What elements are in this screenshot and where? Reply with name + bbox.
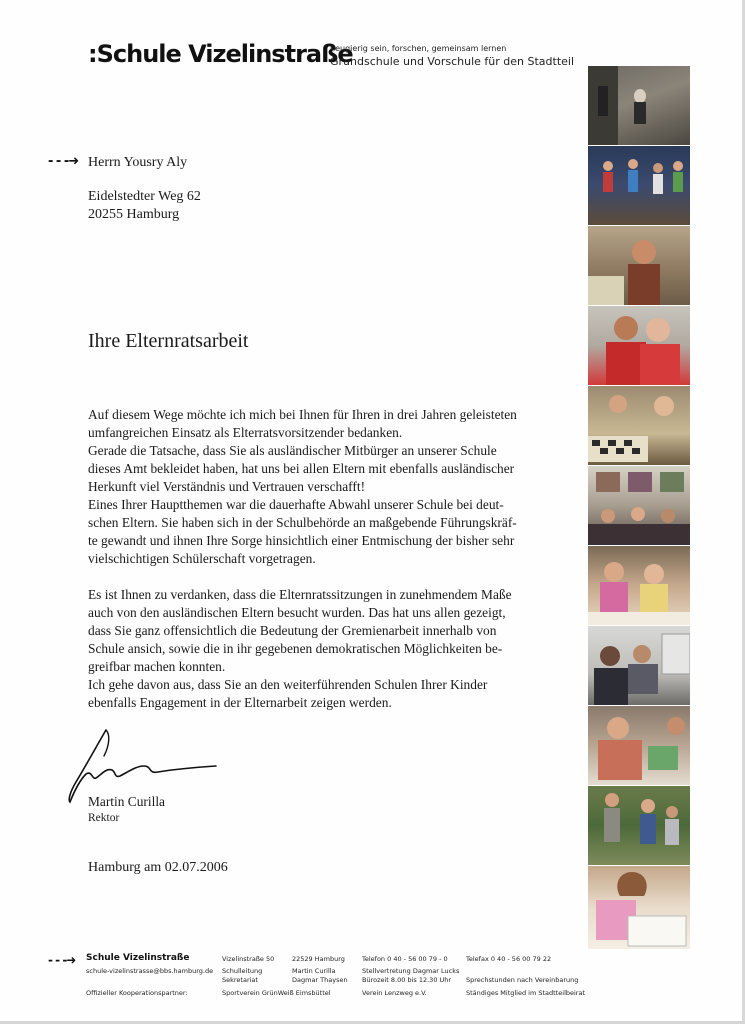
footer-zip: 22529 Hamburg bbox=[292, 955, 345, 963]
photo-writing bbox=[588, 866, 690, 950]
body-line: Gerade die Tatsache, dass Sie als ausländischer Mitbürger an unserer Schule bbox=[88, 443, 497, 458]
footer-school-name: Schule Vizelinstraße bbox=[86, 953, 190, 963]
footer-sekretariat: Sekretariat bbox=[222, 976, 258, 984]
photo-girls-art bbox=[588, 546, 690, 626]
photo-dancing-children bbox=[588, 146, 690, 226]
footer-fax: Telefax 0 40 - 56 00 79 22 bbox=[466, 955, 552, 963]
body-line: Eines Ihrer Hauptthemen war die dauerhafte Abwahl unserer Schule bei deut- bbox=[88, 497, 504, 512]
signer-name: Martin Curilla bbox=[88, 794, 165, 809]
footer-phone: Telefon 0 40 - 56 00 79 - 0 bbox=[362, 955, 448, 963]
tagline-small: neugierig sein, forschen, gemeinsam lernen bbox=[330, 44, 507, 53]
paragraph-2 bbox=[88, 586, 538, 712]
photo-computer bbox=[588, 626, 690, 706]
footer-street: Vizelinstraße 50 bbox=[222, 955, 275, 963]
letter-footer bbox=[0, 945, 745, 1020]
school-logo: :Schule Vizelinstraße bbox=[88, 40, 353, 68]
dashed-arrow-icon: - - -➜ bbox=[48, 154, 79, 169]
footer-mitglied: Ständiges Mitglied im Stadtteilbeirat bbox=[466, 989, 586, 997]
body-line: ebenfalls Engagement in der Elternarbeit zeigen werden. bbox=[88, 695, 392, 710]
photo-two-boys bbox=[588, 306, 690, 386]
footer-sprechstunden: Sprechstunden nach Vereinbarung bbox=[466, 976, 579, 984]
photo-boy-classroom bbox=[588, 226, 690, 306]
body-line: Auf diesem Wege möchte ich mich bei Ihnen für Ihren in drei Jahren geleisteten bbox=[88, 407, 517, 422]
recipient-city: 20255 Hamburg bbox=[88, 207, 180, 222]
footer-partner-label: Offizieller Kooperationspartner: bbox=[86, 989, 188, 997]
letter-body bbox=[88, 406, 538, 712]
body-line: auch von den ausländischen Eltern besucht wurden. Das hat uns allen gezeigt, bbox=[88, 605, 506, 620]
photo-class-gallery bbox=[588, 466, 690, 546]
body-line: schen Eltern. Sie haben sich in der Schulbehörde an maßgebende Führungskräf- bbox=[88, 515, 517, 530]
dashed-arrow-icon: - - -➜ bbox=[48, 953, 76, 967]
body-line: Schule ansich, sowie die in ihr gegebenen demokratischen Möglichkeiten be- bbox=[88, 641, 503, 656]
recipient-street: Eidelstedter Weg 62 bbox=[88, 189, 201, 204]
paragraph-1 bbox=[88, 406, 538, 568]
footer-verein: Verein Lenzweg e.V. bbox=[362, 989, 427, 997]
body-line: Herkunft viel Verständnis und Vertrauen verschafft! bbox=[88, 479, 366, 494]
letter-subject: Ihre Elternratsarbeit bbox=[88, 330, 249, 352]
body-line: Ich gehe davon aus, dass Sie an den weiterführenden Schulen Ihrer Kinder bbox=[88, 677, 488, 692]
body-line: Es ist Ihnen zu verdanken, dass die Elternratssitzungen in zunehmendem Maße bbox=[88, 587, 512, 602]
footer-person-2: Dagmar Thaysen bbox=[292, 976, 348, 984]
photo-garden bbox=[588, 786, 690, 866]
body-line: dieses Amt bekleidet haben, hat uns bei allen Eltern mit ebenfalls ausländischer bbox=[88, 461, 515, 476]
body-line: umfangreichen Einsatz als Elterratsvorsitzender bedanken. bbox=[88, 425, 403, 440]
body-line: greifbar machen konnten. bbox=[88, 659, 226, 674]
tagline-main: Grundschule und Vorschule für den Stadtteil bbox=[330, 55, 575, 68]
footer-person-1: Martin Curilla bbox=[292, 967, 336, 975]
footer-sportverein: Sportverein GrünWeiß Eimsbüttel bbox=[222, 989, 331, 997]
body-line: vielschichtigen Schülerschaft vorgetragen. bbox=[88, 551, 316, 566]
signer-role: Rektor bbox=[88, 812, 120, 824]
letter-date: Hamburg am 02.07.2006 bbox=[88, 860, 228, 875]
photo-schoolyard bbox=[588, 66, 690, 146]
recipient-name: Herrn Yousry Aly bbox=[88, 155, 188, 170]
body-line: te gewandt und ihnen Ihre Sorge hinsichtlich einer Entmischung der bisher sehr bbox=[88, 533, 515, 548]
photo-reading bbox=[588, 706, 690, 786]
photo-chess bbox=[588, 386, 690, 466]
body-line: dass Sie ganz offensichtlich die Bedeutung der Gremienarbeit innerhalb von bbox=[88, 623, 497, 638]
footer-email: schule-vizelinstrasse@bbs.hamburg.de bbox=[86, 967, 214, 975]
photo-strip bbox=[588, 66, 690, 950]
footer-schulleitung: Schulleitung bbox=[222, 967, 263, 975]
footer-stellvertretung: Stellvertretung Dagmar Lucks bbox=[362, 967, 460, 975]
footer-buerozeit: Bürozeit 8.00 bis 12.30 Uhr bbox=[362, 976, 452, 984]
